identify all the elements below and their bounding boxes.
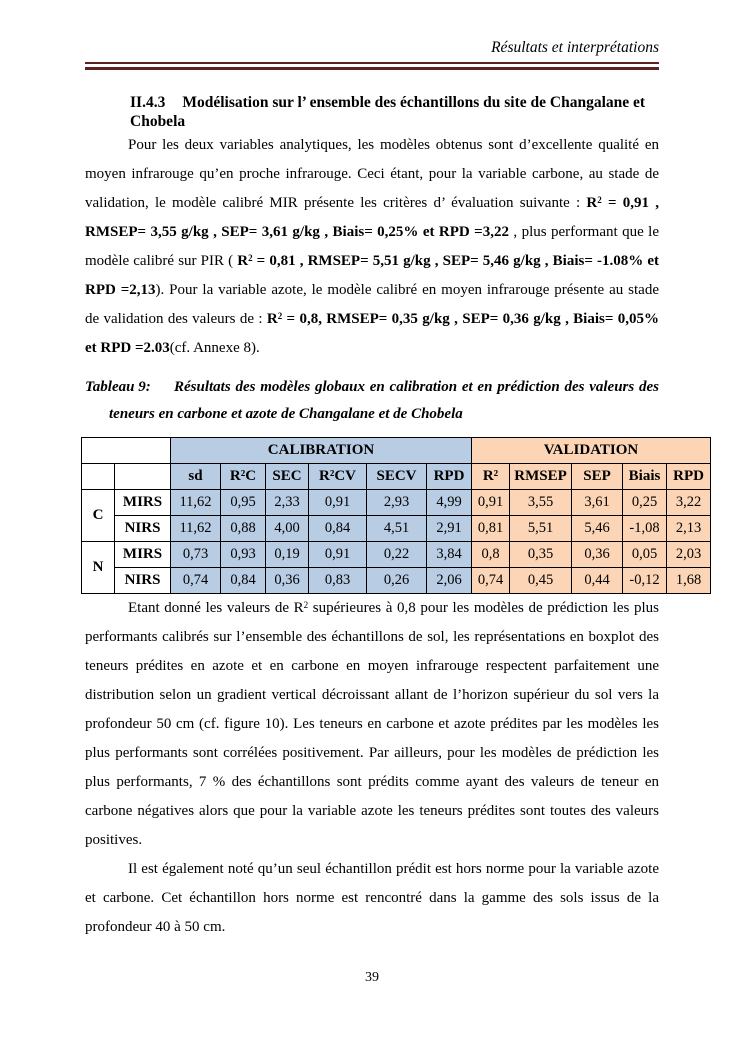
col-header-biais: Biais (623, 464, 667, 490)
page-number: 39 (365, 970, 379, 985)
table-cell: 11,62 (171, 490, 221, 516)
table-cell: 0,05 (623, 542, 667, 568)
table-cell: -0,12 (623, 568, 667, 594)
table-cell: 0,25 (623, 490, 667, 516)
table-cell: 2,93 (367, 490, 427, 516)
table-group-header-row (82, 438, 711, 464)
table-cell: 2,91 (427, 516, 472, 542)
table-cell: 0,73 (171, 542, 221, 568)
col-header-sep: SEP (572, 464, 623, 490)
table-corner-blank (82, 438, 171, 464)
table-cell: 0,74 (171, 568, 221, 594)
row-label-N: N (82, 542, 115, 594)
results-table (81, 437, 711, 594)
table-cell: 11,62 (171, 516, 221, 542)
table-cell: 0,91 (472, 490, 510, 516)
table-cell: 0,88 (221, 516, 266, 542)
table-cell: 0,26 (367, 568, 427, 594)
table-cell: 0,44 (572, 568, 623, 594)
table-cell: 5,51 (510, 516, 572, 542)
table-cell: 0,81 (472, 516, 510, 542)
group-header-calibration: CALIBRATION (171, 438, 472, 464)
table-row (82, 542, 711, 568)
col-header-sd: sd (171, 464, 221, 490)
col-header-r2cv: R²CV (309, 464, 367, 490)
paragraph-1: Pour les deux variables analytiques, les modèles obtenus sont d’excellente qualité en moyen infrarouge qu’en proche infrarouge. Ceci étant, pour la variable carbone, au stade de validation, le modèle calibré MIR présente les critères d’ évaluation suivante : $R^2 = 0,91$ , RMSEP= 3,55 g/kg , SEP= 3,61 g/kg , Biais= 0,25% et RPD =3,22 , plus performant que le modèle calibré sur PIR ( $R^2 = 0,81$ , RMSEP= 5,51 g/kg , SEP= 5,46 g/kg , Biais= -1.08% et RPD =2,13). Pour la variable azote, le modèle calibré en moyen infrarouge présente au stade de validation des valeurs de : $R^2 = 0,8$, RMSEP= 0,35 g/kg , SEP= 0,36 g/kg , Biais= 0,05% et RPD =2.03(cf. Annexe 8). (85, 137, 660, 356)
table-cell: -1,08 (623, 516, 667, 542)
table-cell: 0,19 (266, 542, 309, 568)
table-cell: 0,22 (367, 542, 427, 568)
group-header-validation: VALIDATION (472, 438, 711, 464)
table-row (82, 490, 711, 516)
table-caption (85, 374, 659, 428)
table-cell: 0,95 (221, 490, 266, 516)
col-header-secv: SECV (367, 464, 427, 490)
table-cell: 4,99 (427, 490, 472, 516)
table-cell: 4,00 (266, 516, 309, 542)
col-header-r2: R² (472, 464, 510, 490)
section-title: Modélisation sur l’ ensemble des échantillons du site de Changalane et Chobela (130, 94, 646, 130)
method-label: NIRS (115, 568, 171, 594)
table-caption-label: Tableau 9: (85, 379, 151, 395)
table-caption-text: Résultats des modèles globaux en calibration et en prédiction des valeurs des teneurs en carbone et azote de Changalane et de Chobela (109, 379, 659, 422)
method-label: NIRS (115, 516, 171, 542)
blank-cell (82, 464, 115, 490)
table-row (82, 516, 711, 542)
table-cell: 0,36 (572, 542, 623, 568)
method-label: MIRS (115, 542, 171, 568)
table-cell: 0,83 (309, 568, 367, 594)
table-cell: 0,74 (472, 568, 510, 594)
table-cell: 3,55 (510, 490, 572, 516)
col-header-rpd-val: RPD (667, 464, 711, 490)
running-header: Résultats et interprétations (491, 39, 659, 56)
table-cell: 2,03 (667, 542, 711, 568)
table-cell: 4,51 (367, 516, 427, 542)
table-cell: 2,06 (427, 568, 472, 594)
table-cell: 0,91 (309, 490, 367, 516)
table-cell: 3,61 (572, 490, 623, 516)
section-number: II.4.3 (130, 94, 166, 111)
col-header-rmsep: RMSEP (510, 464, 572, 490)
method-label: MIRS (115, 490, 171, 516)
row-label-C: C (82, 490, 115, 542)
page-content (0, 40, 744, 942)
table-cell: 0,84 (221, 568, 266, 594)
table-cell: 5,46 (572, 516, 623, 542)
table-cell: 0,93 (221, 542, 266, 568)
table-cell: 0,35 (510, 542, 572, 568)
table-cell: 2,13 (667, 516, 711, 542)
col-header-r2c: R²C (221, 464, 266, 490)
table-cell: 3,84 (427, 542, 472, 568)
header-rule (85, 62, 659, 70)
col-header-rpd-cal: RPD (427, 464, 472, 490)
table-cell: 2,33 (266, 490, 309, 516)
col-header-sec: SEC (266, 464, 309, 490)
table-cell: 3,22 (667, 490, 711, 516)
table-cell: 0,36 (266, 568, 309, 594)
blank-cell (115, 464, 171, 490)
table-cell: 1,68 (667, 568, 711, 594)
paragraph-3: Il est également noté qu’un seul échantillon prédit est hors norme pour la variable azote et carbone. Cet échantillon hors norme est rencontré dans la gamme des sols issus de la profondeur 40 à 50 cm. (85, 861, 659, 935)
paragraph-2: Etant donné les valeurs de $R^2$ supérieures à 0,8 pour les modèles de prédiction les plus performants calibrés sur l’ensemble des échantillons de sol, les représentations en boxplot des teneurs prédites en azote et en carbone en moyen infrarouge respectent parfaitement une distribution selon un gradient vertical décroissant allant de l’horizon supérieur du sol vers la profondeur 50 cm (cf. figure 10). Les teneurs en carbone et azote prédites par les modèles les plus performants sont corrélées positivement. Par ailleurs, pour les modèles de prédiction les plus performants, 7 % des échantillons sont prédits comme ayant des valeurs de teneur en carbone négatives alors que pour la variable azote les teneurs prédites sont toutes des valeurs positives. (85, 599, 659, 848)
table-cell: 0,45 (510, 568, 572, 594)
section-heading (85, 93, 659, 131)
table-cell: 0,84 (309, 516, 367, 542)
table-cell: 0,8 (472, 542, 510, 568)
table-cell: 0,91 (309, 542, 367, 568)
table-row (82, 568, 711, 594)
table-column-header-row (82, 464, 711, 490)
